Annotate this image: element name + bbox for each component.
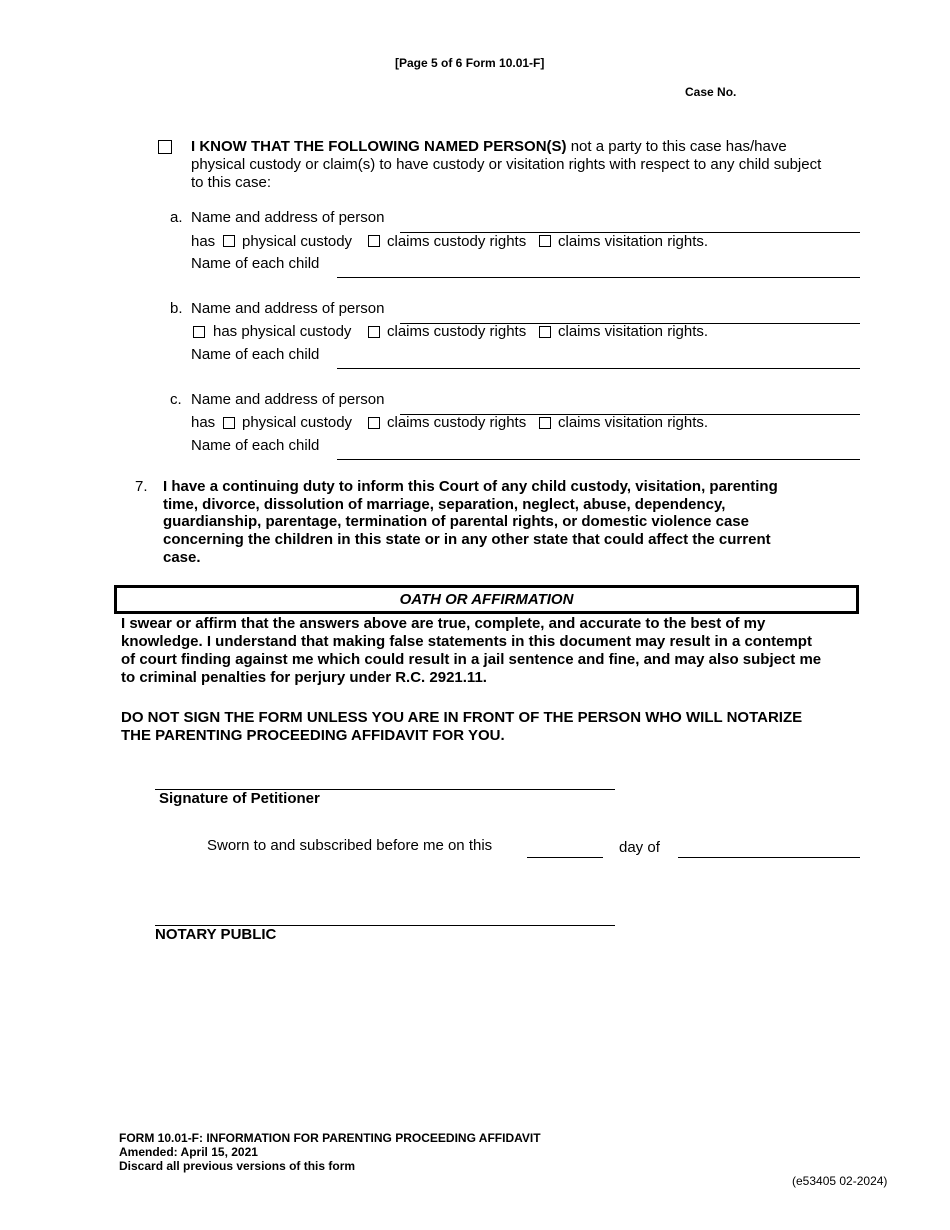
person-a-letter: a.	[170, 209, 183, 226]
oath-line1: I swear or affirm that the answers above are true, complete, and accurate to the best of my	[121, 615, 766, 632]
intro-bold: I KNOW THAT THE FOLLOWING NAMED PERSON(S)	[191, 138, 567, 155]
petitioner-signature-label: Signature of Petitioner	[159, 790, 320, 807]
person-a-child-line[interactable]	[337, 277, 860, 278]
warning-line2: THE PARENTING PROCEEDING AFFIDAVIT FOR YOU.	[121, 727, 505, 744]
page-label: [Page 5 of 6 Form 10.01-F]	[395, 56, 545, 70]
person-c-custody-label: claims custody rights	[387, 414, 527, 431]
person-b-custody-checkbox[interactable]	[368, 326, 380, 338]
person-a-name-label: Name and address of person	[191, 209, 385, 226]
person-a-custody-checkbox[interactable]	[368, 235, 380, 247]
footer-form-title: FORM 10.01-F: INFORMATION FOR PARENTING PROCEEDING AFFIDAVIT	[119, 1131, 541, 1145]
person-a-has: has	[191, 233, 216, 250]
notary-label: NOTARY PUBLIC	[155, 926, 277, 943]
oath-line3: of court finding against me which could result in a jail sentence and fine, and may also subject me	[121, 651, 822, 668]
person-c-has: has	[191, 414, 216, 431]
person-c-physical-label: physical custody	[242, 414, 353, 431]
day-of-label: day of	[619, 839, 660, 856]
person-a-physical-label: physical custody	[242, 233, 353, 250]
footer-code: (e53405 02-2024)	[792, 1174, 888, 1188]
person-c-visitation-checkbox[interactable]	[539, 417, 551, 429]
person-a-visitation-label: claims visitation rights.	[558, 233, 709, 250]
person-c-physical-checkbox[interactable]	[223, 417, 235, 429]
person-c-child-line[interactable]	[337, 459, 860, 460]
oath-heading-box	[114, 585, 859, 614]
person-b-letter: b.	[170, 300, 183, 317]
person-c-custody-checkbox[interactable]	[368, 417, 380, 429]
oath-title: OATH OR AFFIRMATION	[399, 591, 574, 608]
person-b-child-line[interactable]	[337, 368, 860, 369]
warning-line1: DO NOT SIGN THE FORM UNLESS YOU ARE IN FRONT OF THE PERSON WHO WILL NOTARIZE	[121, 709, 803, 726]
footer-discard: Discard all previous versions of this form	[119, 1159, 356, 1173]
item7-line2: time, divorce, dissolution of marriage, separation, neglect, abuse, dependency,	[163, 496, 726, 513]
sworn-text: Sworn to and subscribed before me on this	[207, 837, 493, 854]
person-a-child-label: Name of each child	[191, 255, 320, 272]
sworn-month-line[interactable]	[678, 857, 860, 858]
person-a-physical-checkbox[interactable]	[223, 235, 235, 247]
footer-amended: Amended: April 15, 2021	[119, 1145, 258, 1159]
person-a-visitation-checkbox[interactable]	[539, 235, 551, 247]
intro-line1	[191, 138, 787, 156]
case-no-label: Case No.	[685, 85, 737, 99]
person-b-custody-label: claims custody rights	[387, 323, 527, 340]
item7-line4: concerning the children in this state or in any other state that could affect the current	[163, 531, 771, 548]
person-b-visitation-checkbox[interactable]	[539, 326, 551, 338]
item7-line3: guardianship, parentage, termination of parental rights, or domestic violence case	[163, 513, 749, 530]
person-b-physical-label: has physical custody	[213, 323, 352, 340]
person-c-child-label: Name of each child	[191, 437, 320, 454]
item7-line1: I have a continuing duty to inform this Court of any child custody, visitation, parenting	[163, 478, 778, 495]
person-b-name-label: Name and address of person	[191, 300, 385, 317]
intro-first-rest: not a party to this case has/have	[566, 138, 787, 155]
oath-line4: to criminal penalties for perjury under R.C. 2921.11.	[121, 669, 487, 686]
person-a-custody-label: claims custody rights	[387, 233, 527, 250]
item7-line5: case.	[163, 549, 201, 566]
person-c-name-label: Name and address of person	[191, 391, 385, 408]
oath-line2: knowledge. I understand that making false statements in this document may result in a contempt	[121, 633, 812, 650]
sworn-day-line[interactable]	[527, 857, 603, 858]
person-b-physical-checkbox[interactable]	[193, 326, 205, 338]
intro-line3: to this case:	[191, 174, 272, 191]
person-b-child-label: Name of each child	[191, 346, 320, 363]
person-c-letter: c.	[170, 391, 182, 408]
named-persons-checkbox[interactable]	[158, 140, 172, 154]
item7-number: 7.	[135, 478, 148, 495]
intro-line2: physical custody or claim(s) to have custody or visitation rights with respect to any child subject	[191, 156, 822, 173]
person-c-visitation-label: claims visitation rights.	[558, 414, 709, 431]
person-b-visitation-label: claims visitation rights.	[558, 323, 709, 340]
